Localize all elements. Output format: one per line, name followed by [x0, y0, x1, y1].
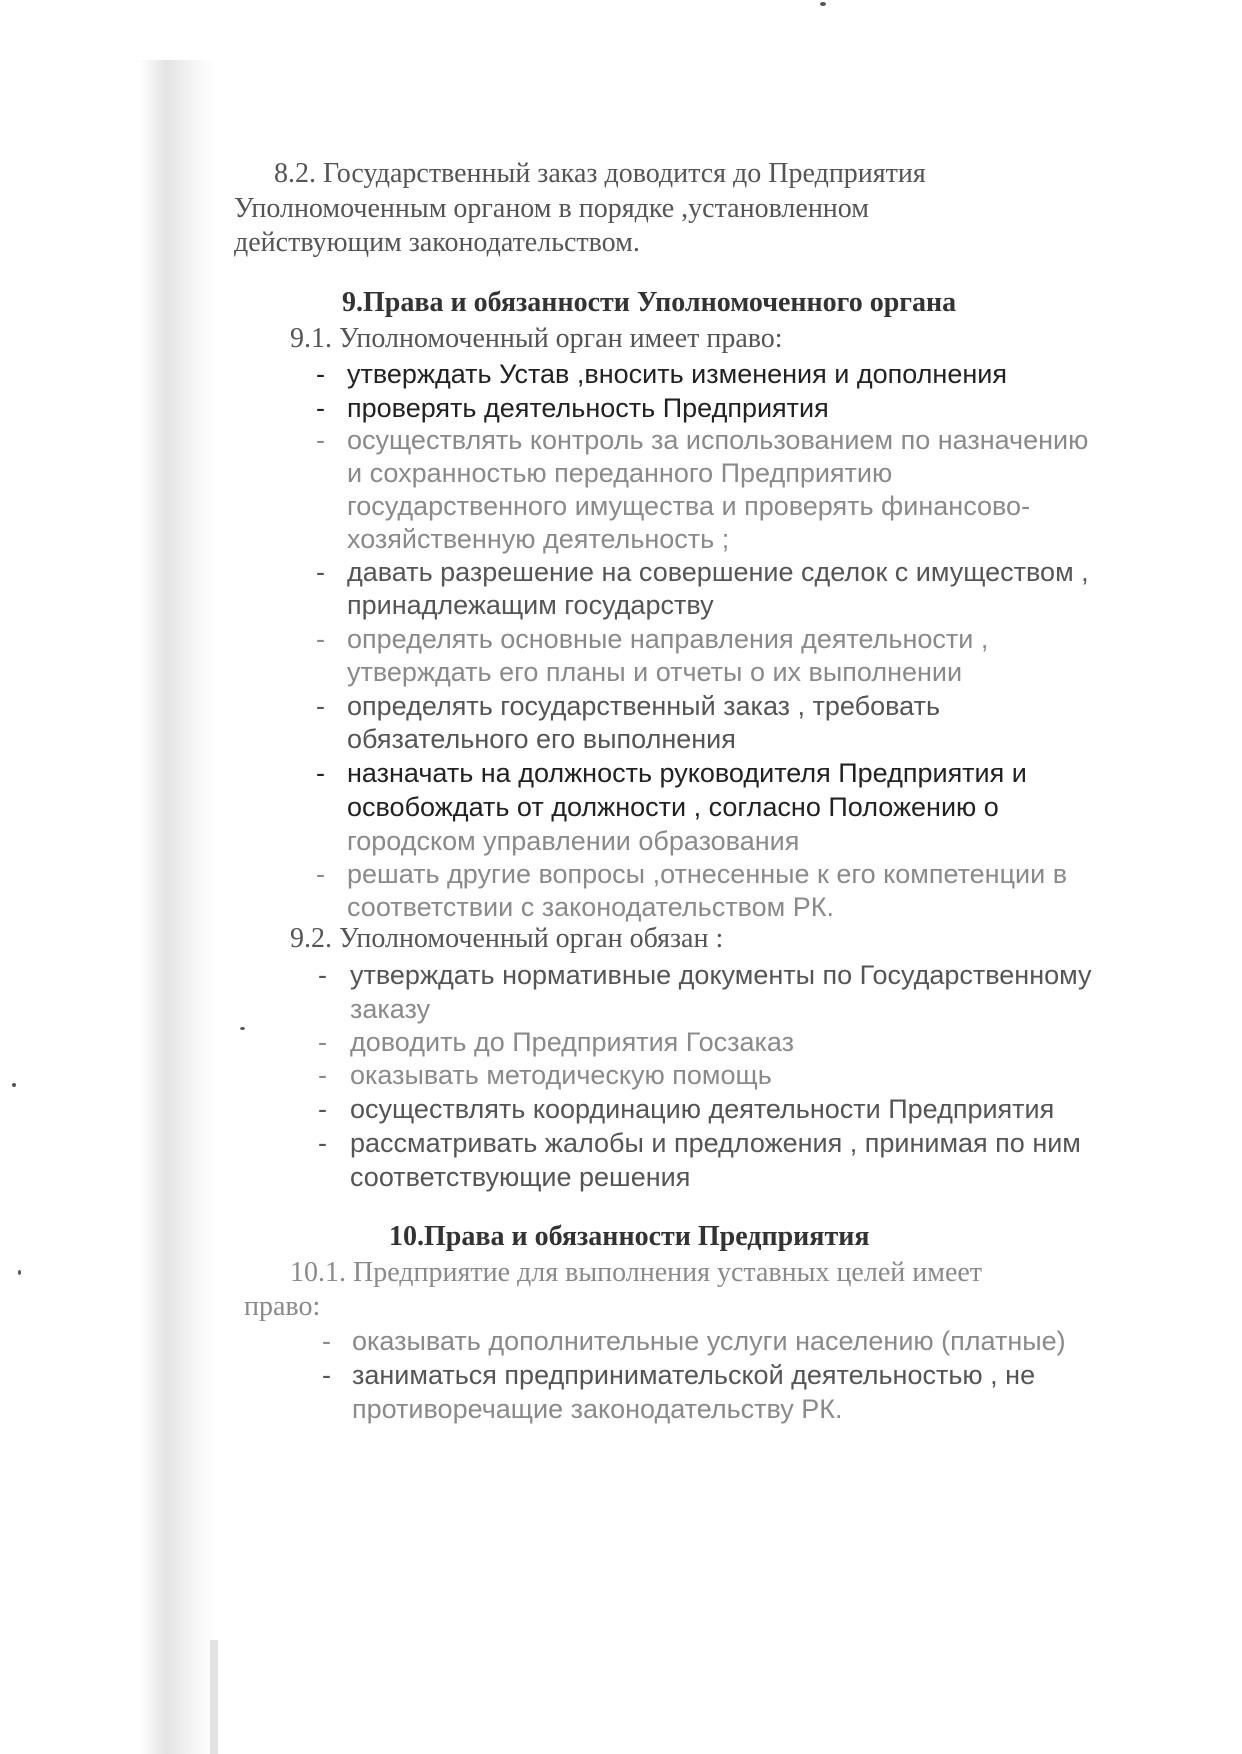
list-item-continuation: заказу	[350, 994, 431, 1024]
list-item: утверждать Устав ,вносить изменения и дополнения	[347, 359, 1007, 389]
paragraph-8-2-line: 8.2. Государственный заказ доводится до Предприятия	[274, 158, 926, 189]
section-10-heading: 10.Права и обязанности Предприятия	[389, 1221, 870, 1252]
list-item-continuation: городском управлении образования	[347, 826, 800, 856]
list-item: определять основные направления деятельности ,	[347, 624, 989, 654]
paragraph-10-1-line: 10.1. Предприятие для выполнения уставных целей имеет	[290, 1257, 983, 1288]
list-dash: -	[316, 691, 325, 721]
list-item-continuation: утверждать его планы и отчеты о их выполнении	[347, 657, 963, 687]
list-item: заниматься предпринимательской деятельностью , не	[352, 1360, 1036, 1390]
list-dash: -	[316, 393, 325, 423]
list-item-continuation: освобождать от должности , согласно Положению о	[347, 792, 999, 822]
paragraph-8-2-line: Уполномоченным органом в порядке ,установленном	[234, 193, 869, 224]
list-dash: -	[318, 1128, 327, 1158]
paragraph-8-2-line: действующим законодательством.	[234, 227, 640, 258]
section-9-heading: 9.Права и обязанности Уполномоченного органа	[342, 287, 957, 318]
list-item-continuation: обязательного его выполнения	[347, 724, 736, 754]
paragraph-9-2-title: 9.2. Уполномоченный орган обязан :	[290, 923, 724, 954]
list-item: оказывать дополнительные услуги населению (платные)	[352, 1326, 1066, 1356]
list-item-continuation: противоречащие законодательству РК.	[352, 1394, 843, 1424]
list-dash: -	[318, 1060, 327, 1090]
list-item-continuation: и сохранностью переданного Предприятию	[347, 458, 893, 488]
list-dash: -	[316, 359, 325, 389]
list-dash: -	[322, 1360, 331, 1390]
list-dash: -	[318, 1027, 327, 1057]
list-item: осуществлять контроль за использованием по назначению	[347, 425, 1089, 455]
list-item: давать разрешение на совершение сделок с имуществом ,	[347, 557, 1089, 587]
paragraph-9-1-title: 9.1. Уполномоченный орган имеет право:	[290, 323, 783, 354]
paragraph-10-1-line: право:	[244, 1291, 321, 1322]
list-item: доводить до Предприятия Госзаказ	[350, 1027, 795, 1057]
list-item: утверждать нормативные документы по Государственному	[350, 960, 1092, 990]
list-dash: -	[318, 960, 327, 990]
list-item-continuation: соответствии с законодательством РК.	[347, 892, 834, 922]
list-dash: -	[318, 1094, 327, 1124]
list-item: назначать на должность руководителя Предприятия и	[347, 758, 1027, 788]
list-dash: -	[322, 1326, 331, 1356]
list-item-continuation: принадлежащим государству	[347, 590, 714, 620]
list-item-continuation: хозяйственную деятельность ;	[347, 524, 730, 554]
list-dash: -	[316, 758, 325, 788]
list-item: рассматривать жалобы и предложения , принимая по ним	[350, 1128, 1081, 1158]
list-dash: -	[316, 624, 325, 654]
list-item: проверять деятельность Предприятия	[347, 393, 829, 423]
list-item: оказывать методическую помощь	[350, 1060, 772, 1090]
list-item: осуществлять координацию деятельности Предприятия	[350, 1094, 1055, 1124]
list-item-continuation: государственного имущества и проверять финансово-	[347, 491, 1031, 521]
list-dash: -	[316, 557, 325, 587]
list-item: решать другие вопросы ,отнесенные к его компетенции в	[347, 859, 1068, 889]
list-item-continuation: соответствующие решения	[350, 1162, 691, 1192]
list-dash: -	[316, 859, 325, 889]
list-item: определять государственный заказ , требовать	[347, 691, 941, 721]
list-dash: -	[316, 425, 325, 455]
